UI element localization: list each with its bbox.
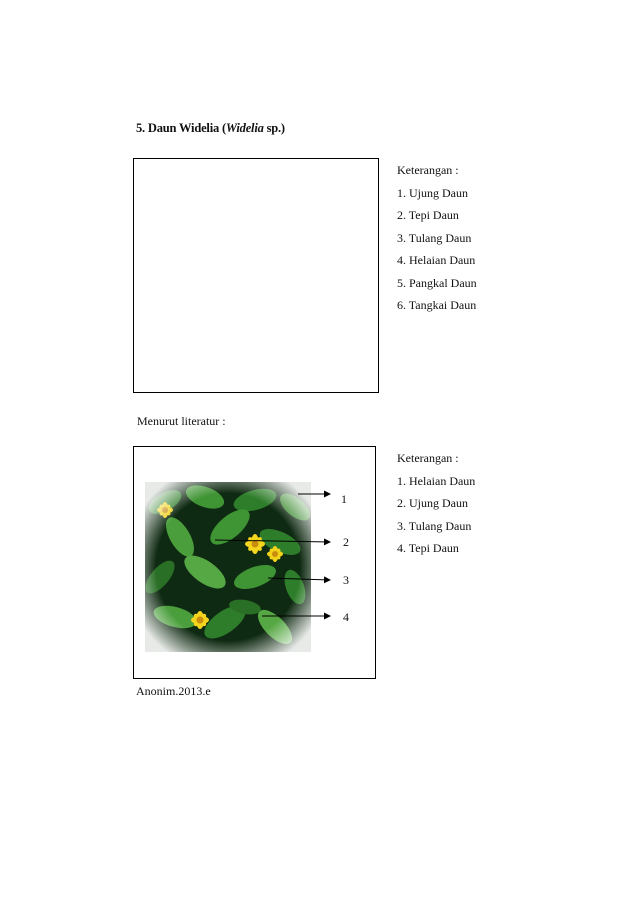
- legend-header: Keterangan :: [397, 163, 459, 177]
- legend-item: 1. Ujung Daun: [397, 185, 468, 200]
- pointer-label: 4: [343, 610, 349, 624]
- literature-heading: Menurut literatur :: [137, 414, 226, 428]
- legend-header: Keterangan :: [397, 451, 459, 465]
- legend-item: 5. Pangkal Daun: [397, 275, 477, 290]
- legend-item: 2. Tepi Daun: [397, 208, 459, 222]
- legend-item: 6. Tangkai Daun: [397, 298, 477, 312]
- legend-item: 3. Tulang Daun: [397, 230, 472, 245]
- pointer-label: 1: [341, 492, 347, 506]
- title-suffix: sp.): [263, 121, 285, 135]
- legend-item: 4. Tepi Daun: [397, 541, 459, 555]
- pointer-label: 3: [343, 573, 349, 587]
- legend-item: 4. Helaian Daun: [397, 253, 476, 267]
- literature-legend: [397, 447, 475, 560]
- legend-item: 2. Ujung Daun: [397, 496, 468, 510]
- legend-item: 3. Tulang Daun: [397, 518, 472, 533]
- pointer-label: 2: [343, 535, 349, 549]
- pointer-arrow: [268, 578, 330, 580]
- image-source-citation: Anonim.2013.e: [136, 684, 211, 698]
- legend-item: 1. Helaian Daun: [397, 473, 476, 488]
- title-italic-genus: Widelia: [225, 121, 264, 135]
- title-prefix: 5. Daun Widelia (: [136, 121, 226, 135]
- pointer-arrow: [215, 540, 330, 542]
